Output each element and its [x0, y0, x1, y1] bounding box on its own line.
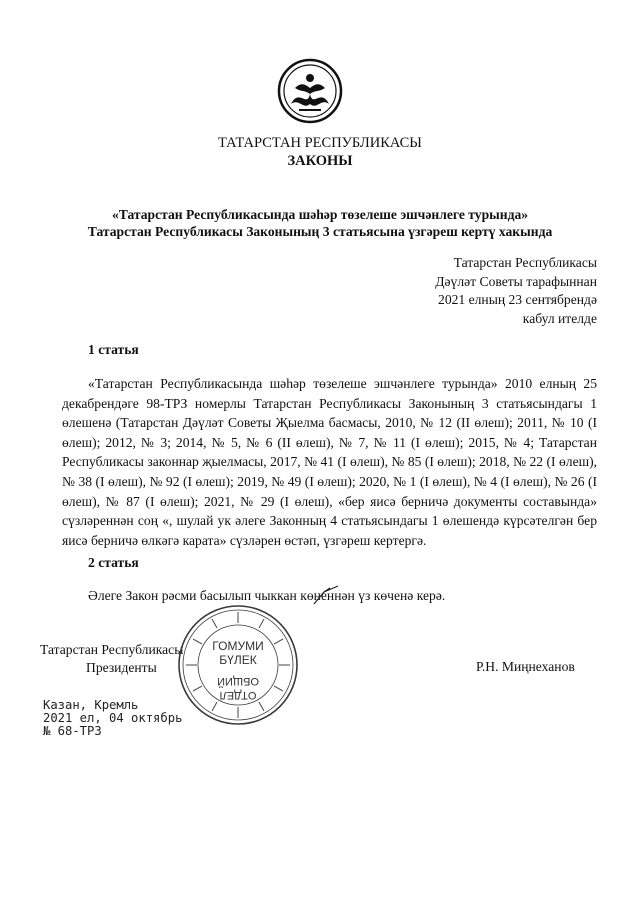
- stamp-text-line1: ГОМУМИ: [212, 639, 264, 653]
- stamp-text-line4: ОТДЕЛ: [219, 689, 257, 701]
- article1-heading: 1 статья: [88, 342, 139, 357]
- article2-paragraph: Әлеге Закон рәсми басылып чыккан көненнән үз көченә керә.: [88, 588, 446, 603]
- header-republic: ТАТАРСТАН РЕСПУБЛИКАСЫ: [218, 135, 422, 151]
- stamp-text-line3: ОБЩИЙ: [217, 675, 259, 687]
- tatarstan-emblem-icon: [277, 58, 343, 124]
- law-title: [40, 206, 600, 240]
- article1-paragraph: «Татарстан Республикасында шәһәр төзелеше эшчәнлеге турында» 2010 елның 25 декабрендәге 98-ТРЗ номерлы Татарстан Республикасы Законының 3 статьясындагы 1 өлешенә (Татарстан Дәүләт Советы Җыелма басмасы, 2010, № 12 (II өлеш); 2011, № 10 (I өлеш); 2012, № 3; 2014, № 5, № 6 (II өлеш), № 7, № 11 (I өлеш); 2015, № 4; Татарстан Республикасы законнар җыелмасы, 2017, № 41 (I өлеш), № 85 (I өлеш); 2018, № 22 (I өлеш), № 38 (I өлеш), № 92 (I өлеш); 2019, № 49 (I өлеш); 2020, № 1 (I өлеш), № 4 (I өлеш), № 26 (I өлеш), № 87 (I өлеш); 2021, № 29 (I өлеш), «бер яисә берничә документы составында» сүзләреннән соң «, шулай ук әлеге Законның 4 статьясындагы 1 өлешендә күрсәтелгән бер яисә берничә өлкәгә карата» сүзләрен өстәп, үзгәреш кертергә.: [62, 376, 597, 548]
- article1-text: [62, 374, 597, 550]
- adoption-line: Дәүләт Советы тарафыннан: [435, 273, 597, 289]
- official-seal-icon: [177, 604, 299, 726]
- article2-heading: 2 статья: [88, 555, 139, 570]
- header-law: ЗАКОНЫ: [287, 153, 353, 169]
- document-footer: [43, 699, 182, 738]
- adoption-line: кабул ителде: [522, 310, 597, 326]
- signatory-title: [40, 641, 183, 677]
- footer-date: 2021 ел, 04 октябрь: [43, 711, 183, 725]
- signatory-name: Р.Н. Миңнеханов: [476, 659, 575, 674]
- handwritten-signature-icon: [312, 584, 342, 606]
- adoption-line: Татарстан Республикасы: [453, 255, 597, 270]
- stamp-text-line2: БҮЛЕК: [219, 653, 257, 667]
- signatory-title-line2: Президенты: [86, 660, 157, 675]
- footer-place: Казан, Кремль: [43, 698, 139, 712]
- law-title-line2: Татарстан Республикасы Законының 3 статьясына үзгәреш кертү хакында: [87, 224, 553, 239]
- adoption-note: [435, 254, 597, 328]
- document-header: [0, 134, 640, 170]
- signatory-title-line1: Татарстан Республикасы: [40, 642, 184, 657]
- footer-number: № 68-ТРЗ: [43, 724, 102, 738]
- adoption-date: 2021 елның 23 сентябрендә: [438, 292, 597, 307]
- law-title-line1: «Татарстан Республикасында шәһәр төзелеше эшчәнлеге турында»: [111, 207, 529, 222]
